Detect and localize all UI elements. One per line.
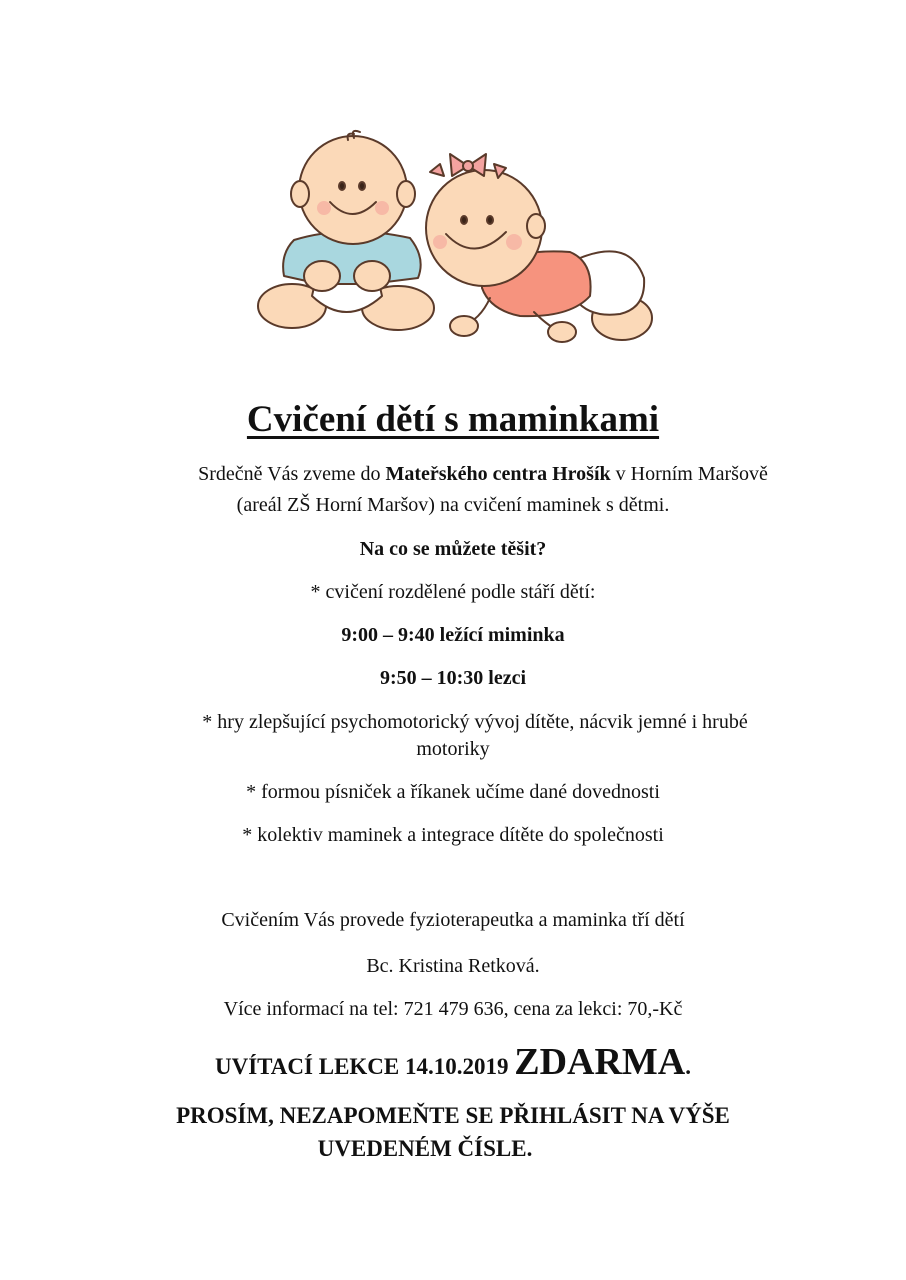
- item-games-line-1: * hry zlepšující psychomotorický vývoj dítěte, nácvik jemné i hrubé: [202, 711, 748, 733]
- girl-baby: [426, 154, 652, 342]
- item-games-line-2: motoriky: [416, 738, 490, 760]
- intro-line-2: (areál ZŠ Horní Maršov) na cvičení maminek s dětmi.: [236, 494, 670, 516]
- item-collective: * kolektiv maminek a integrace dítěte do společnosti: [242, 824, 664, 846]
- center-name: Mateřského centra Hrošík: [385, 463, 611, 485]
- reminder-line-1: PROSÍM, NEZAPOMEŇTE SE PŘIHLÁSIT NA VÝŠE: [176, 1103, 730, 1128]
- section-question: Na co se můžete těšit?: [359, 538, 547, 560]
- intro-line-1: [30, 463, 906, 486]
- item-split: * cvičení rozdělené podle stáří dětí:: [310, 581, 596, 603]
- reminder-line-2: UVEDENÉM ČÍSLE.: [317, 1136, 533, 1161]
- intro-pre: Srdečně Vás zveme do: [198, 463, 386, 485]
- welcome-dot: .: [685, 1054, 691, 1079]
- intro-post: v Horním Maršově: [610, 463, 768, 485]
- contact-info: Více informací na tel: 721 479 636, cena za lekci: 70,-Kč: [223, 998, 683, 1020]
- page-title: Cvičení dětí s maminkami: [246, 399, 660, 440]
- welcome-text: UVÍTACÍ LEKCE 14.10.2019: [215, 1054, 515, 1079]
- schedule-slot-2: 9:50 – 10:30 lezci: [379, 667, 527, 689]
- boy-baby: [258, 131, 434, 330]
- instructor-line: Cvičením Vás provede fyzioterapeutka a maminka tří dětí: [221, 909, 685, 931]
- free-label: ZDARMA: [514, 1041, 686, 1083]
- welcome-lesson: [0, 1040, 906, 1084]
- babies-illustration: [250, 128, 670, 360]
- schedule-slot-1: 9:00 – 9:40 ležící miminka: [341, 624, 565, 646]
- item-songs: * formou písniček a říkanek učíme dané dovednosti: [246, 781, 660, 803]
- instructor-name: Bc. Kristina Retková.: [366, 955, 540, 977]
